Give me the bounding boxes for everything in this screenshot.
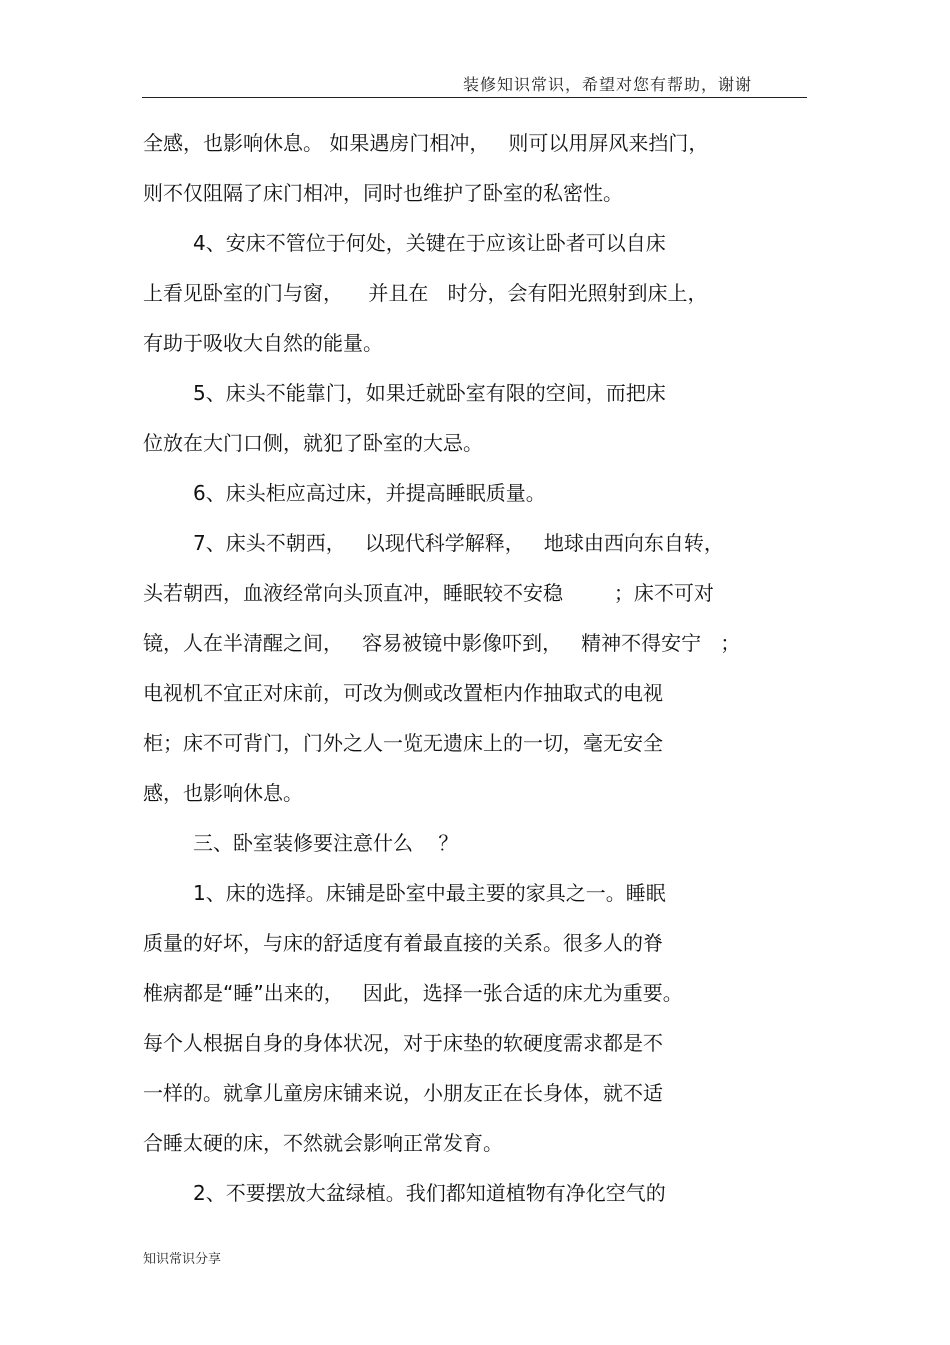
- text-line: 镜，人在半清醒之间， 容易被镜中影像吓到， 精神不得安宁 ；: [143, 631, 741, 655]
- text-line: 7、床头不朝西， 以现代科学解释， 地球由西向东自转，: [193, 531, 724, 555]
- text-line: 位放在大门口侧，就犯了卧室的大忌。: [143, 431, 483, 455]
- text-line: 上看见卧室的门与窗， 并且在 时分，会有阳光照射到床上，: [143, 281, 708, 305]
- section-heading: 三、卧室装修要注意什么 ？: [193, 831, 459, 855]
- text-line: 全感，也影响休息。 如果遇房门相冲， 则可以用屏风来挡门，: [143, 131, 709, 155]
- text-line: 合睡太硬的床，不然就会影响正常发育。: [143, 1131, 503, 1155]
- text-line: 一样的。就拿儿童房床铺来说，小朋友正在长身体，就不适: [143, 1081, 663, 1105]
- text-line: 4、安床不管位于何处，关键在于应该让卧者可以自床: [193, 231, 666, 255]
- page-footer: 知识常识分享: [143, 1252, 222, 1267]
- text-line: 每个人根据自身的身体状况，对于床垫的软硬度需求都是不: [143, 1031, 663, 1055]
- text-line: 有助于吸收大自然的能量。: [143, 331, 383, 355]
- text-line: 感，也影响休息。: [143, 781, 303, 805]
- text-line: 5、床头不能靠门，如果迁就卧室有限的空间，而把床: [193, 381, 666, 405]
- text-line: 椎病都是“睡”出来的， 因此，选择一张合适的床尤为重要。: [143, 981, 683, 1005]
- page-header: 装修知识常识，希望对您有帮助，谢谢: [462, 75, 752, 94]
- text-line: 柜；床不可背门，门外之人一览无遗床上的一切，毫无安全: [143, 731, 663, 755]
- text-line: 6、床头柜应高过床，并提高睡眠质量。: [193, 481, 546, 505]
- text-line: 1、床的选择。床铺是卧室中最主要的家具之一。睡眠: [193, 881, 666, 905]
- text-line: 2、不要摆放大盆绿植。我们都知道植物有净化空气的: [193, 1181, 666, 1205]
- text-line: 头若朝西，血液经常向头顶直冲，睡眠较不安稳 ；床不可对: [143, 581, 714, 605]
- text-line: 则不仅阻隔了床门相冲，同时也维护了卧室的私密性。: [143, 181, 623, 205]
- text-line: 电视机不宜正对床前，可改为侧或改置柜内作抽取式的电视: [143, 681, 663, 705]
- text-line: 质量的好坏，与床的舒适度有着最直接的关系。很多人的脊: [143, 931, 663, 955]
